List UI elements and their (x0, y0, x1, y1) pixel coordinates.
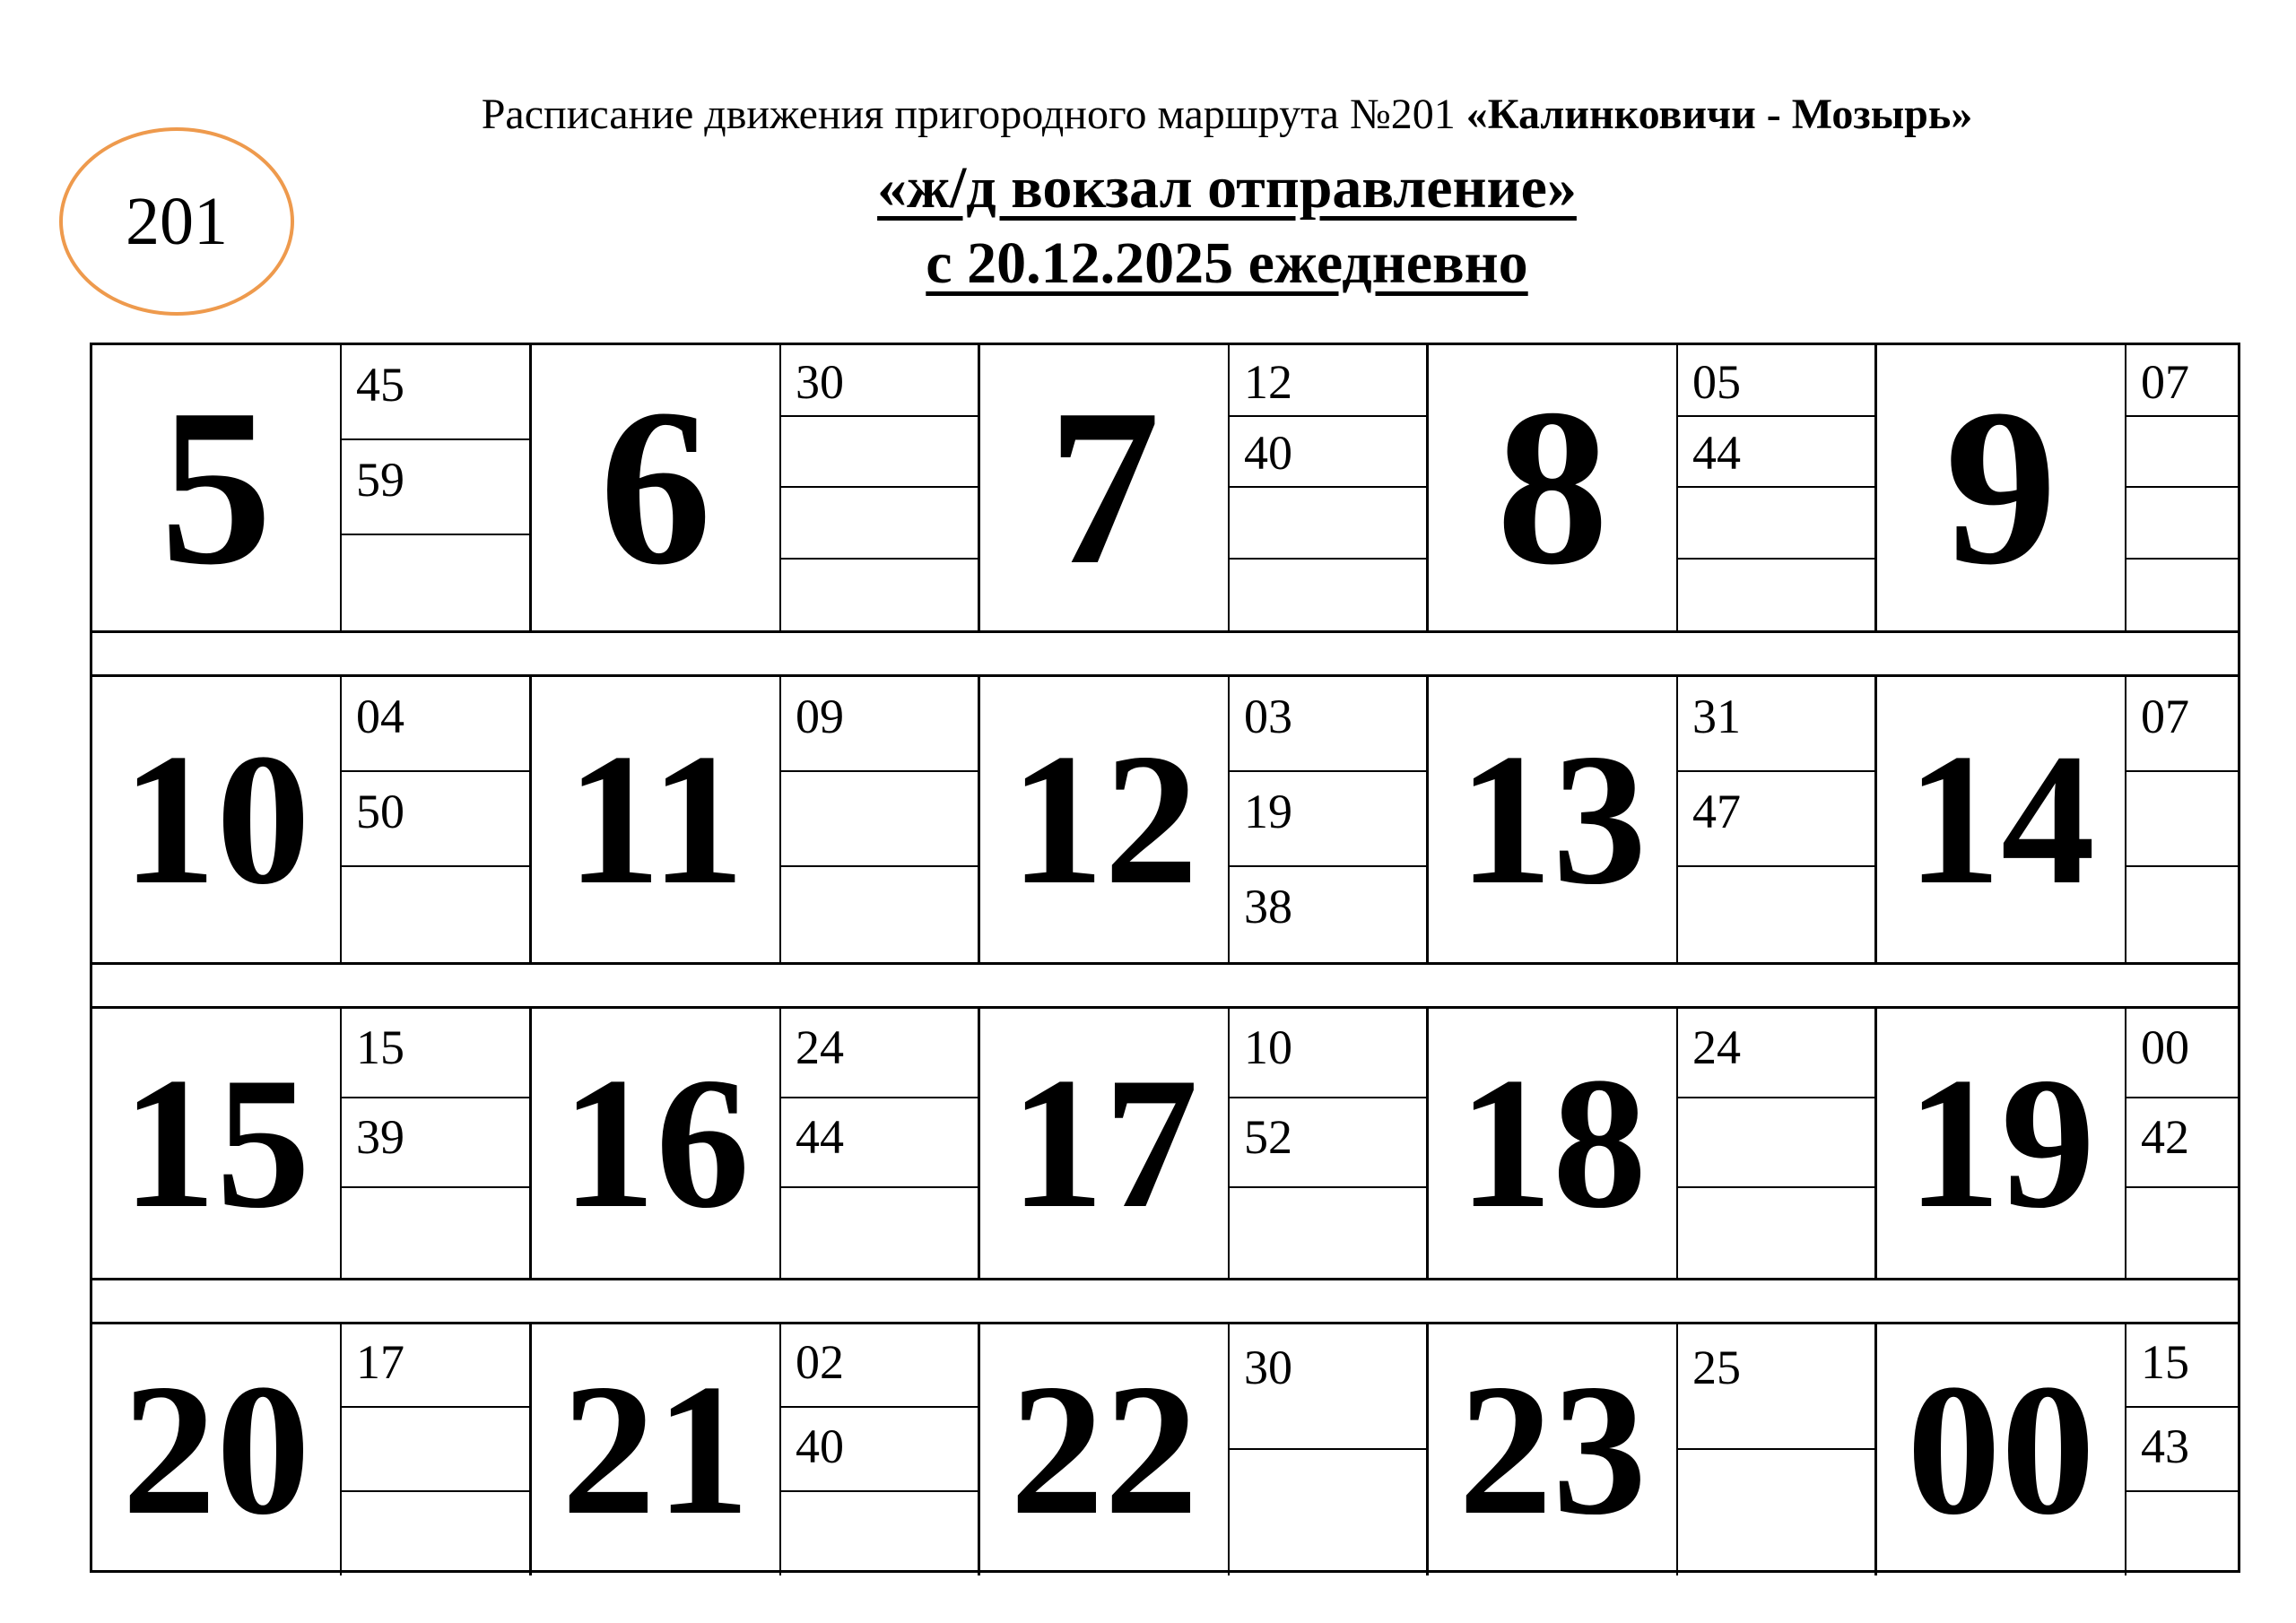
departure-minute: 03 (1230, 677, 1426, 772)
hour-row (92, 1009, 2238, 1278)
departure-minute: 07 (2126, 345, 2238, 417)
hour-row (92, 677, 2238, 962)
hour-cell: 6 (532, 345, 781, 630)
departure-minute (1678, 1098, 1874, 1188)
route-name: «Калинковичи - Мозырь» (1465, 91, 1973, 138)
departure-minute: 31 (1678, 677, 1874, 772)
hour-cell: 13 (1429, 677, 1678, 962)
departure-minute (342, 867, 529, 962)
hour-cell: 14 (1877, 677, 2126, 962)
hour-row (92, 1324, 2238, 1575)
minutes-cell (2126, 1009, 2238, 1278)
departure-minute: 30 (1230, 1324, 1426, 1450)
row-separator (92, 630, 2238, 677)
schedule-header (0, 79, 2296, 301)
hour-cell: 20 (92, 1324, 342, 1575)
hour-cell: 12 (980, 677, 1230, 962)
departure-minute (781, 772, 978, 867)
departure-minute: 42 (2126, 1098, 2238, 1188)
hour-cell: 22 (980, 1324, 1230, 1575)
departure-minute (342, 1188, 529, 1278)
hour-cell: 16 (532, 1009, 781, 1278)
departure-minute (781, 1492, 978, 1575)
departure-minute: 12 (1230, 345, 1426, 417)
hour-cell: 21 (532, 1324, 781, 1575)
departure-minute: 24 (781, 1009, 978, 1098)
minutes-cell (781, 1324, 980, 1575)
stop-subtitle: «ж/д вокзал отправление» (877, 155, 1577, 221)
hour-cell: 00 (1877, 1324, 2126, 1575)
minutes-cell (342, 345, 532, 630)
hour-cell: 23 (1429, 1324, 1678, 1575)
departure-minute: 09 (781, 677, 978, 772)
hour-cell: 15 (92, 1009, 342, 1278)
minutes-cell (1230, 677, 1429, 962)
hour-cell: 8 (1429, 345, 1678, 630)
route-number-badge: 201 (59, 127, 294, 316)
minutes-cell (1230, 1009, 1429, 1278)
departure-minute (781, 417, 978, 489)
departure-minute (1678, 488, 1874, 560)
departure-minute: 47 (1678, 772, 1874, 867)
departure-minute: 40 (1230, 417, 1426, 489)
departure-minute (781, 488, 978, 560)
departure-minute: 25 (1678, 1324, 1874, 1450)
departure-minute (781, 1188, 978, 1278)
departure-minute (781, 560, 978, 631)
departure-minute (2126, 867, 2238, 962)
minutes-cell (1230, 345, 1429, 630)
minutes-cell (2126, 677, 2238, 962)
minutes-cell (342, 677, 532, 962)
minutes-cell (781, 677, 980, 962)
departure-minute (2126, 560, 2238, 631)
departure-minute: 39 (342, 1098, 529, 1188)
hour-cell: 7 (980, 345, 1230, 630)
departure-minute: 17 (342, 1324, 529, 1408)
departure-minute (342, 535, 529, 630)
departure-minute: 15 (2126, 1324, 2238, 1408)
minutes-cell (1230, 1324, 1429, 1575)
validity-date: с 20.12.2025 ежедневно (926, 230, 1528, 296)
departure-minute: 38 (1244, 879, 1292, 933)
departure-minute (1230, 560, 1426, 631)
timetable-grid (90, 343, 2240, 1573)
departure-minute (2126, 417, 2238, 489)
hour-cell: 9 (1877, 345, 2126, 630)
departure-minute: 40 (781, 1408, 978, 1491)
minutes-cell (2126, 345, 2238, 630)
hour-cell: 19 (1877, 1009, 2126, 1278)
minutes-cell (342, 1009, 532, 1278)
departure-minute (1678, 560, 1874, 631)
title-prefix: Расписание движения пригородного маршрута №201 (481, 91, 1466, 138)
departure-minute: 45 (342, 345, 529, 440)
minutes-cell (1678, 677, 1877, 962)
departure-minute (342, 1408, 529, 1491)
departure-minute: 44 (781, 1098, 978, 1188)
departure-minute: 00 (2126, 1009, 2238, 1098)
departure-minute: 19 (1230, 772, 1426, 867)
minutes-cell (781, 345, 980, 630)
departure-minute: 02 (781, 1324, 978, 1408)
minutes-cell (1678, 1324, 1877, 1575)
departure-minute: 44 (1678, 417, 1874, 489)
departure-minute: 59 (342, 440, 529, 535)
departure-minute (1678, 867, 1874, 962)
departure-minute: 24 (1678, 1009, 1874, 1098)
departure-minute (2126, 488, 2238, 560)
departure-minute (781, 867, 978, 962)
departure-minute: 07 (2126, 677, 2238, 772)
row-separator (92, 1278, 2238, 1324)
hour-row (92, 345, 2238, 630)
departure-minute (1230, 1450, 1426, 1575)
departure-minute: 50 (342, 772, 529, 867)
departure-minute (1678, 1188, 1874, 1278)
minutes-cell (1678, 1009, 1877, 1278)
departure-minute (2126, 1492, 2238, 1575)
departure-minute: 43 (2126, 1408, 2238, 1491)
departure-minute (342, 1492, 529, 1575)
departure-minute (2126, 1188, 2238, 1278)
hour-cell: 10 (92, 677, 342, 962)
departure-minute: 30 (781, 345, 978, 417)
departure-minute (1678, 1450, 1874, 1575)
minutes-cell (781, 1009, 980, 1278)
hour-cell: 11 (532, 677, 781, 962)
departure-minute (1230, 488, 1426, 560)
departure-minute (2126, 772, 2238, 867)
minutes-cell (1678, 345, 1877, 630)
departure-minute: 04 (342, 677, 529, 772)
hour-cell: 18 (1429, 1009, 1678, 1278)
departure-minute: 05 (1678, 345, 1874, 417)
departure-minute (1230, 1188, 1426, 1278)
hour-cell: 17 (980, 1009, 1230, 1278)
minutes-cell (2126, 1324, 2238, 1575)
departure-minute: 10 (1230, 1009, 1426, 1098)
hour-cell: 5 (92, 345, 342, 630)
row-separator (92, 962, 2238, 1009)
schedule-title (158, 79, 2296, 151)
departure-minute: 15 (342, 1009, 529, 1098)
departure-minute: 52 (1230, 1098, 1426, 1188)
minutes-cell (342, 1324, 532, 1575)
